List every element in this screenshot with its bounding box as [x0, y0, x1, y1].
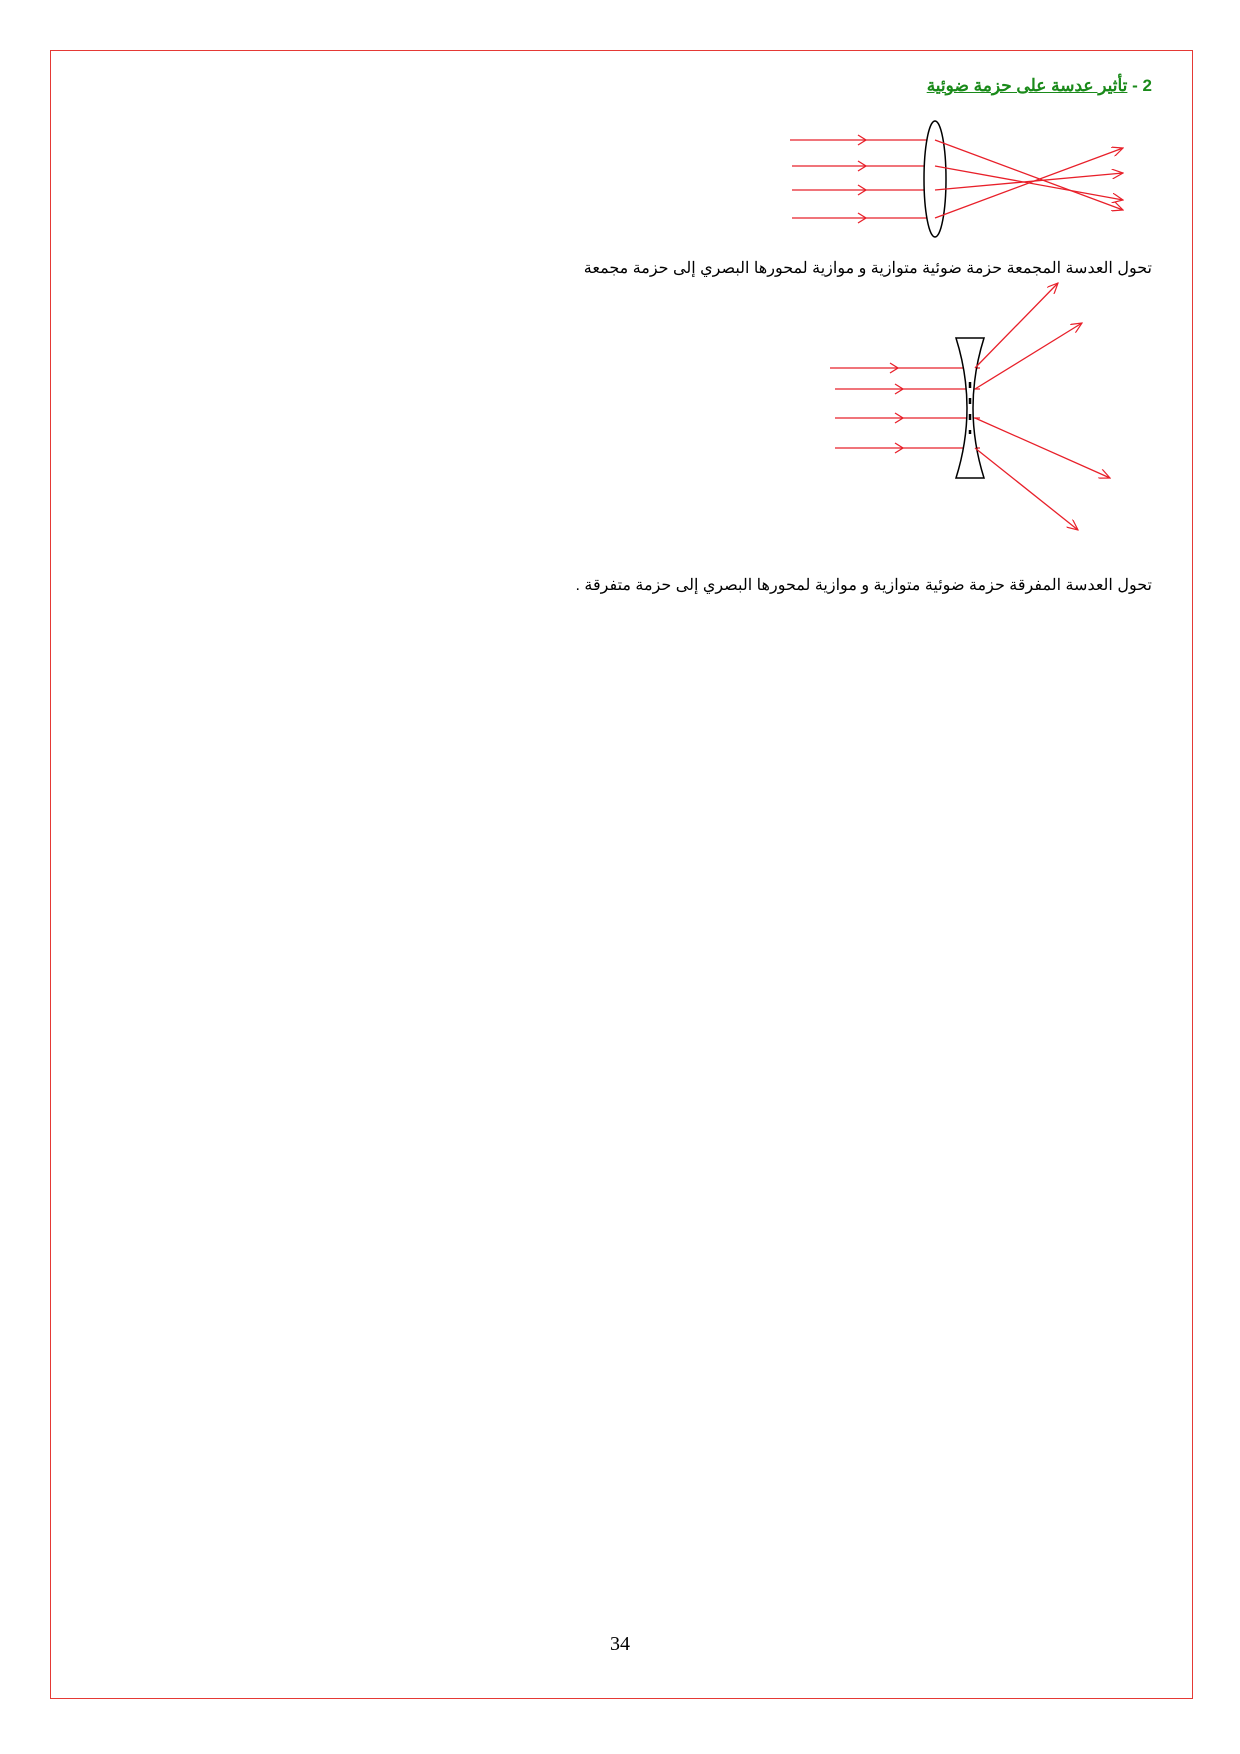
section-number: 2 -: [1132, 76, 1152, 95]
converging-lens-description: تحول العدسة المجمعة حزمة ضوئية متوازية و موازية لمحورها البصري إلى حزمة مجمعة: [583, 260, 1152, 277]
refracted-ray: [975, 448, 1078, 530]
refracted-ray: [935, 148, 1123, 218]
converging-lens-diagram: [780, 118, 1140, 248]
diverging-lens-shape: [956, 338, 984, 478]
refracted-ray: [975, 323, 1082, 389]
converging-lens-shape: [924, 121, 946, 237]
refracted-ray: [975, 418, 1110, 478]
section-heading: [927, 76, 1152, 96]
incoming-rays: [830, 363, 980, 453]
diverging-lens-diagram: [820, 278, 1140, 538]
refracted-rays: [975, 283, 1110, 530]
page-number: 34: [610, 1633, 630, 1655]
refracted-ray: [975, 283, 1058, 368]
section-title: تأثير عدسة على حزمة ضوئية: [926, 76, 1128, 95]
refracted-rays: [935, 140, 1123, 218]
incoming-rays: [790, 135, 928, 223]
diverging-lens-description: تحول العدسة المفرقة حزمة ضوئية متوازية و موازية لمحورها البصري إلى حزمة متفرقة .: [575, 577, 1152, 594]
